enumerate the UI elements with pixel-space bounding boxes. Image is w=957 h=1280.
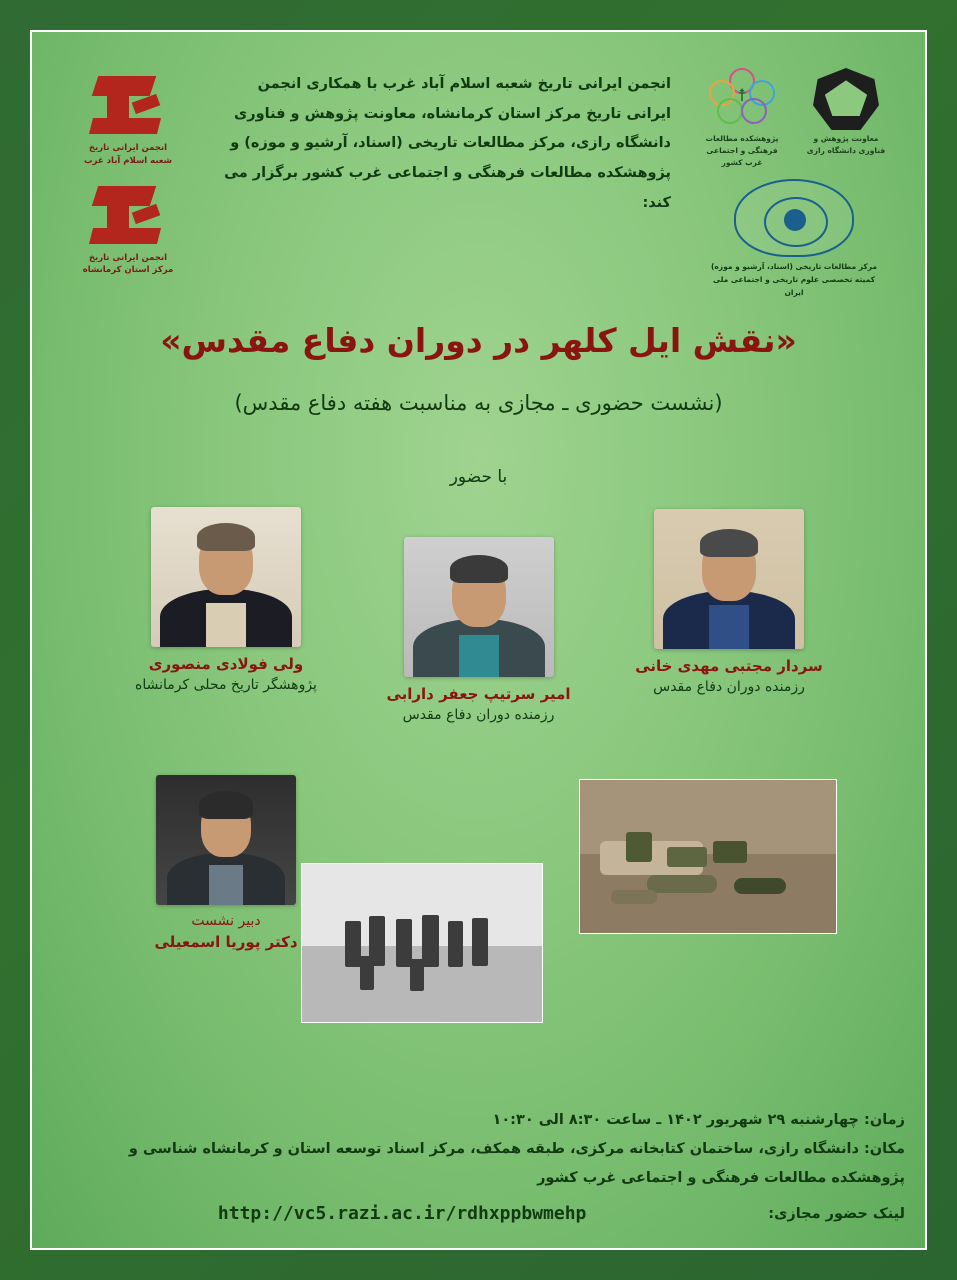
portrait-secretary: [156, 775, 296, 905]
speaker-card: [379, 537, 579, 723]
left-logo-column: [699, 66, 889, 299]
secretary-card: [126, 775, 326, 951]
title-block: [68, 313, 889, 423]
page-subtitle: (نشست حضوری ـ مجازی به مناسبت هفته دفاع مقدس): [234, 391, 723, 416]
virtual-link-label: لینک حضور مجازی:: [768, 1205, 905, 1222]
logo-historical-archive-caption: مرکز مطالعات تاریخی (اسناد، آرشیو و موزه) کمیته تخصصی علوم تاریخی و اجتماعی ملی ایران: [710, 262, 878, 297]
logo-association-kermanshah-name: انجمن ایرانی تاریخ: [88, 252, 168, 263]
secretary-name: دکتر پوریا اسمعیلی: [154, 933, 298, 952]
poster-frame: [30, 30, 927, 1250]
soldiers-marching-bw-photo: [301, 863, 543, 1023]
portrait-speaker-3: [151, 507, 301, 647]
virtual-link-row: [52, 1203, 905, 1224]
speaker-name: امیر سرتیپ جعفر دارابی: [386, 685, 571, 704]
logo-west-studies-caption: پژوهشکده مطالعات فرهنگی و اجتماعی غرب کشور: [705, 134, 779, 167]
speakers-section: [68, 509, 889, 769]
logo-association-kermanshah: [83, 182, 174, 278]
poster-content: [32, 32, 925, 1248]
speaker-card: [629, 509, 829, 695]
speaker-role: پژوهشگر تاریخ محلی کرمانشاه: [135, 677, 317, 694]
logo-west-studies: [699, 68, 785, 169]
war-trench-color-photo: [579, 779, 837, 934]
logo-razi-research-caption: معاونت پژوهش و فناوری دانشگاه رازی: [806, 134, 886, 155]
association-emblem-icon: [89, 72, 167, 138]
speaker-card: [126, 507, 326, 693]
page-title: «نقش ایل کلهر در دوران دفاع مقدس»: [160, 321, 797, 361]
mosque-emblem-icon: [813, 68, 879, 130]
right-logo-column: [68, 66, 188, 277]
association-emblem-icon: [89, 182, 167, 248]
event-place: مکان: دانشگاه رازی، ساختمان کتابخانه مرکزی، طبقه همکف، مرکز اسناد توسعه استان و کرمانشاه شناسی و پژوهشکده مطالعات فرهنگی و اجتماعی غرب کشور: [128, 1141, 905, 1186]
poster-header: [68, 66, 889, 299]
organizers-headline: انجمن ایرانی تاریخ شعبه اسلام آباد غرب با همکاری انجمن ایرانی تاریخ مرکز استان کرمانشاه، معاونت پژوهش و فناوری دانشگاه رازی، مرکز مطالعات تاریخی (اسناد، آرشیو و موزه) و پژوهشکده مطالعات فرهنگی و اجتماعی غرب کشور برگزار می کند:: [224, 76, 671, 211]
virtual-link-url[interactable]: http://vc5.razi.ac.ir/rdhxppbwmehp: [217, 1203, 587, 1224]
speaker-role: رزمنده دوران دفاع مقدس: [653, 679, 805, 696]
logo-association-eslamabad-name: انجمن ایرانی تاریخ: [88, 143, 168, 153]
speaker-name: ولی فولادی منصوری: [148, 655, 304, 674]
with-presence-label: با حضور: [449, 467, 508, 488]
speaker-role: رزمنده دوران دفاع مقدس: [402, 707, 555, 724]
photos-section: [68, 775, 889, 1025]
secretary-label: دبیر نشست: [191, 913, 261, 930]
logo-association-eslamabad: [84, 72, 172, 168]
poster-footer: [52, 1106, 905, 1224]
speaker-name: سردار مجتبی مهدی خانی: [635, 657, 823, 676]
rings-emblem-icon: ☨: [707, 68, 777, 130]
event-time: زمان: چهارشنبه ۲۹ شهریور ۱۴۰۲ ـ ساعت ۸:۳۰ الی ۱۰:۳۰: [492, 1112, 905, 1128]
portrait-speaker-1: [654, 509, 804, 649]
archive-emblem-icon: [734, 179, 854, 257]
logo-association-kermanshah-branch: مرکز استان کرمانشاه: [82, 265, 174, 276]
portrait-speaker-2: [404, 537, 554, 677]
logo-historical-archive: [707, 179, 882, 299]
logo-razi-research: [803, 68, 889, 157]
logo-association-eslamabad-branch: شعبه اسلام آباد غرب: [84, 155, 172, 166]
